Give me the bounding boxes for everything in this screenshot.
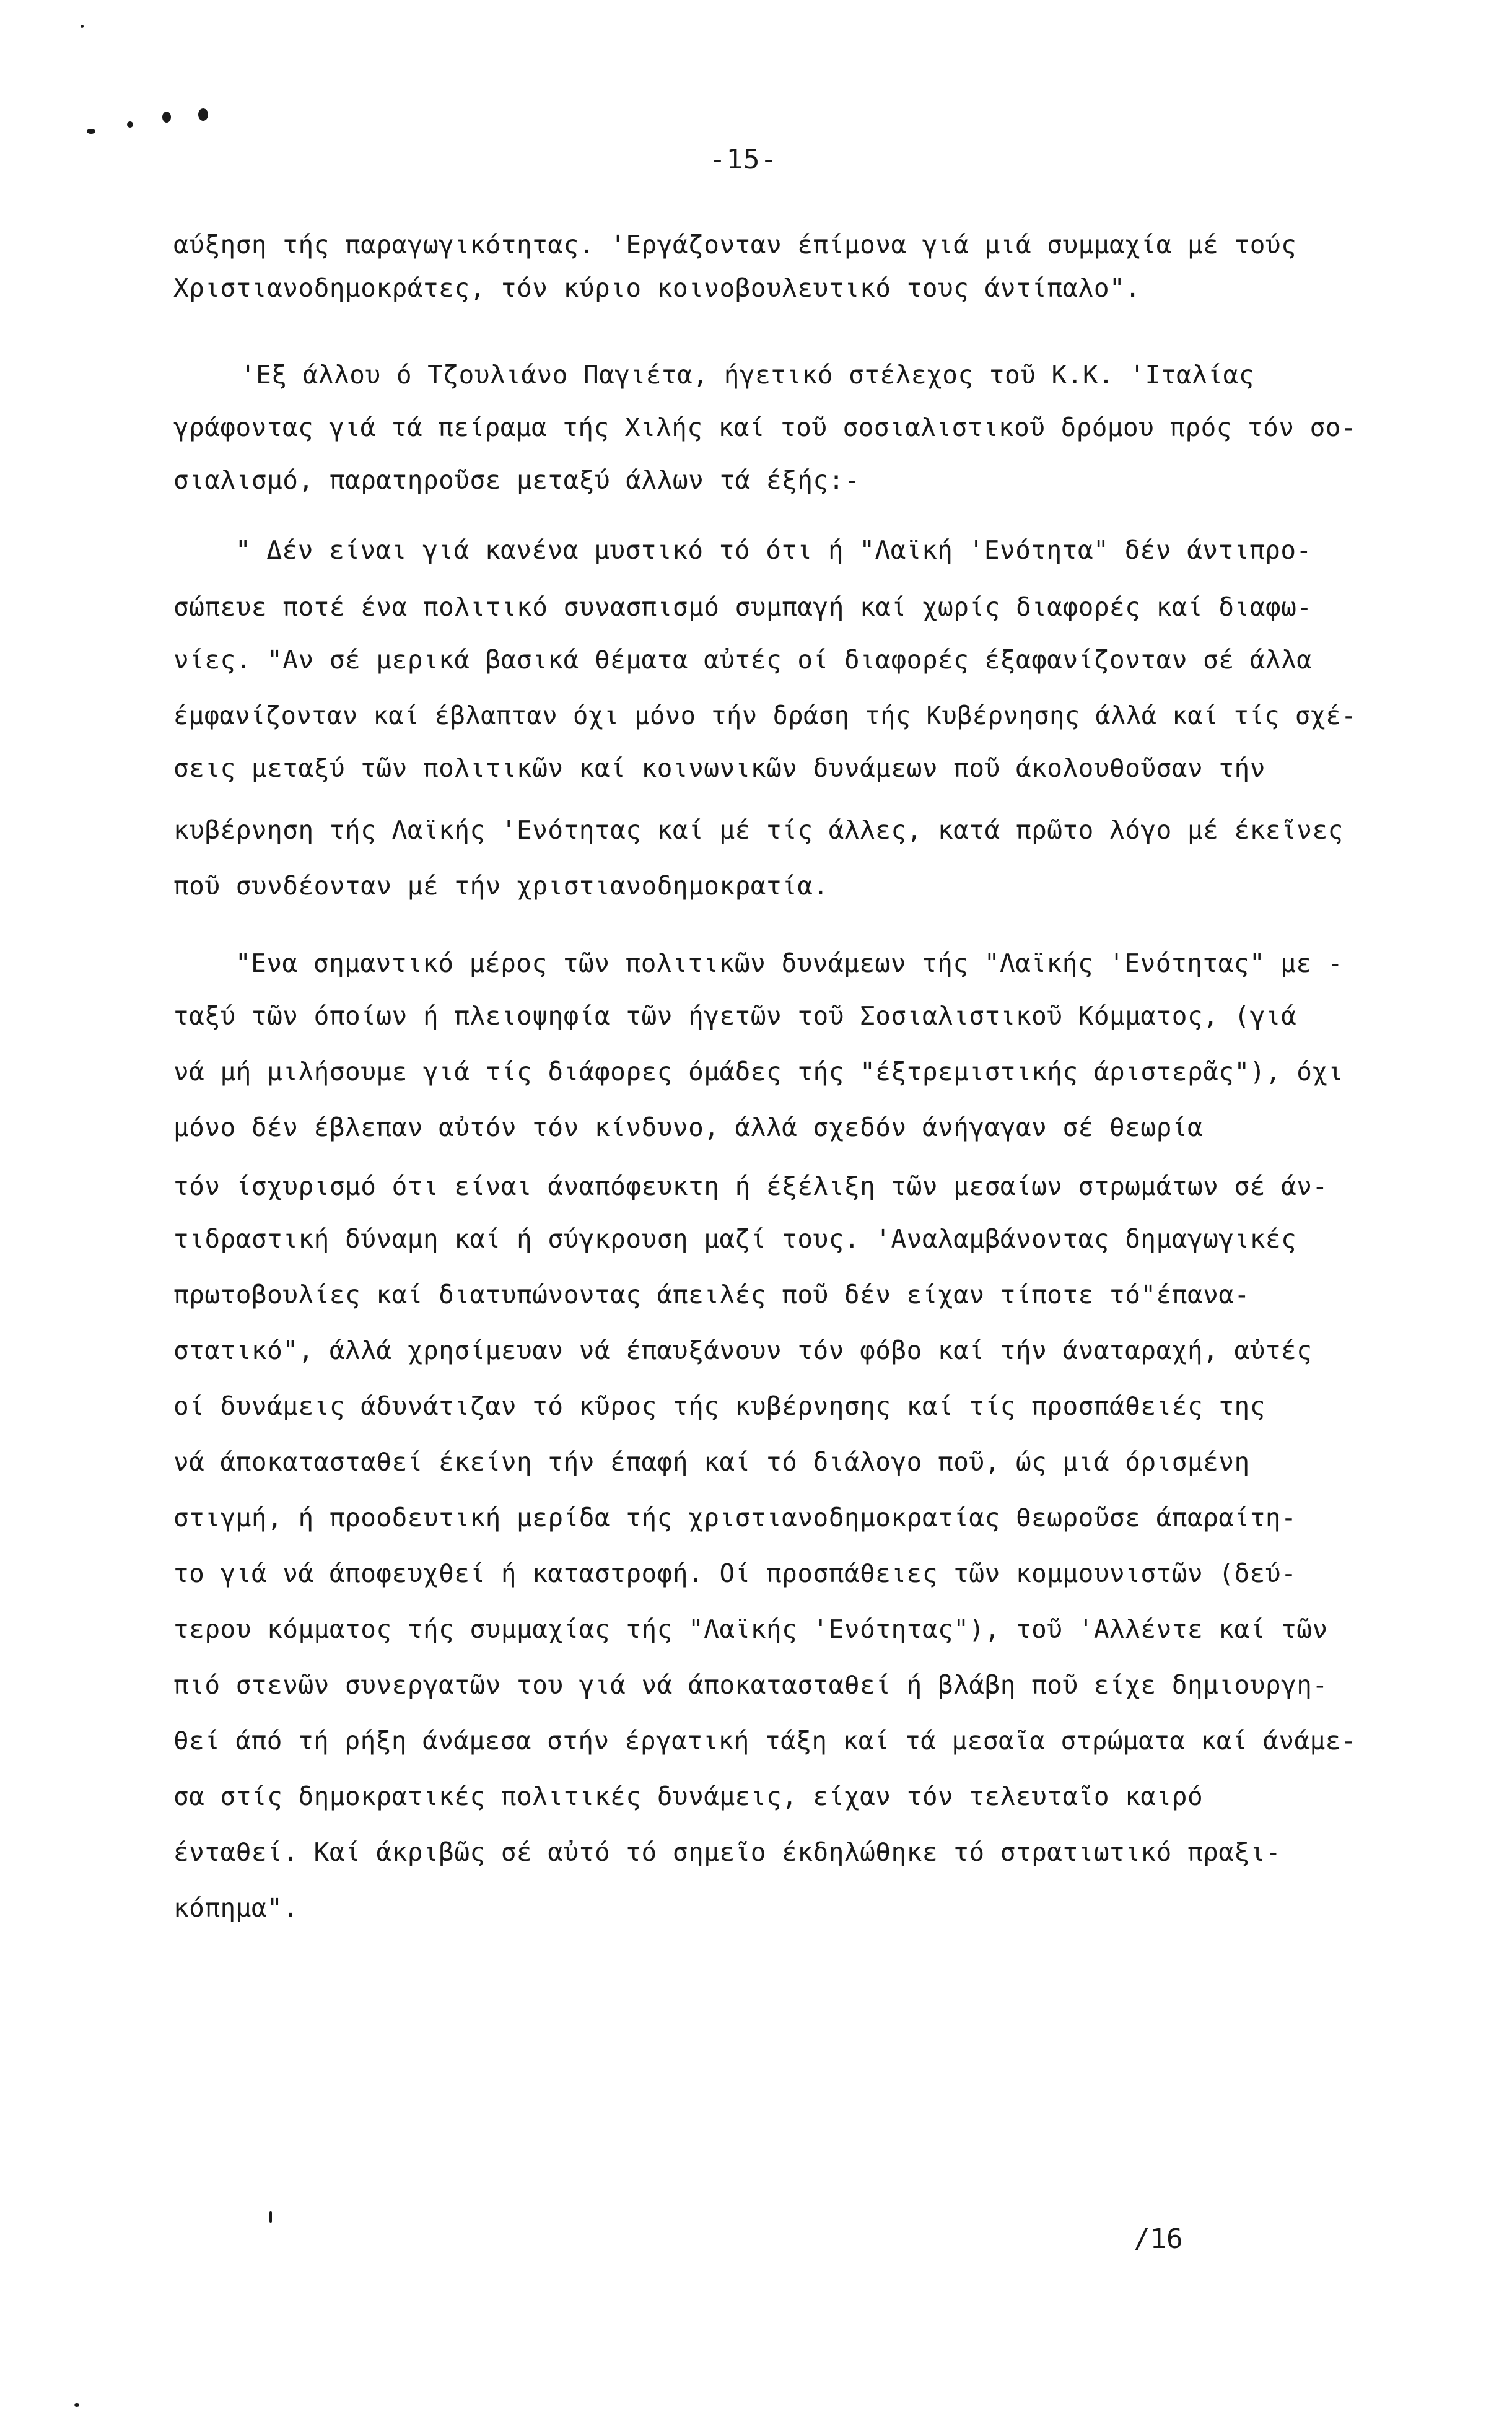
text-line: στιγμή, ή προοδευτική μερίδα τής χριστιανοδημοκρατίας θεωροῦσε άπαραίτη- (173, 1503, 1297, 1533)
text-line: 'Εξ άλλου ό Τζουλιάνο Παγιέτα, ήγετικό στέλεχος τοῦ Κ.Κ. 'Ιταλίας (240, 360, 1254, 390)
text-line: αύξηση τής παραγωγικότητας. 'Εργάζονταν έπίμονα γιά μιά συμμαχία μέ τούς (173, 230, 1297, 260)
page-number: -15- (709, 144, 777, 175)
text-line: κυβέρνηση τής Λαϊκής 'Ενότητας καί μέ τίς άλλες, κατά πρῶτο λόγο μέ έκεῖνες (173, 815, 1344, 845)
next-page-marker: /16 (1134, 2223, 1183, 2255)
scan-speck (74, 2403, 79, 2407)
scan-speck (269, 2211, 272, 2223)
text-line: σα στίς δημοκρατικές πολιτικές δυνάμεις, είχαν τόν τελευταῖο καιρό (173, 1782, 1204, 1811)
text-line: πιό στενῶν συνεργατῶν του γιά νά άποκατασταθεί ή βλάβη ποῦ είχε δημιουργη- (173, 1670, 1328, 1700)
scan-mark (81, 25, 84, 28)
scan-mark (87, 129, 95, 134)
text-line: νά άποκατασταθεί έκείνη τήν έπαφή καί τό διάλογο ποῦ, ώς μιά όρισμένη (173, 1447, 1250, 1477)
text-line: τερου κόμματος τής συμμαχίας τής "Λαϊκής 'Ενότητας"), τοῦ 'Αλλέντε καί τῶν (173, 1614, 1328, 1644)
scan-mark (198, 108, 208, 121)
text-line: έμφανίζονταν καί έβλαπταν όχι μόνο τήν δράση τής Κυβέρνησης άλλά καί τίς σχέ- (173, 701, 1357, 730)
text-line: "Ενα σημαντικό μέρος τῶν πολιτικῶν δυνάμεων τής "Λαϊκής 'Ενότητας" με - (235, 948, 1344, 978)
text-line: Χριστιανοδημοκράτες, τόν κύριο κοινοβουλευτικό τους άντίπαλο". (173, 273, 1141, 303)
scan-mark (127, 121, 133, 128)
text-line: τόν ίσχυρισμό ότι είναι άναπόφευκτη ή έξέλιξη τῶν μεσαίων στρωμάτων σέ άν- (173, 1171, 1328, 1201)
text-line: " Δέν είναι γιά κανένα μυστικό τό ότι ή "Λαϊκή 'Ενότητα" δέν άντιπρο- (235, 535, 1312, 565)
text-line: μόνο δέν έβλεπαν αὐτόν τόν κίνδυνο, άλλά σχεδόν άνήγαγαν σέ θεωρία (173, 1113, 1204, 1142)
text-line: νά μή μιλήσουμε γιά τίς διάφορες όμάδες τής "έξτρεμιστικής άριστερᾶς"), όχι (173, 1057, 1344, 1087)
text-line: σεις μεταξύ τῶν πολιτικῶν καί κοινωνικῶν δυνάμεων ποῦ άκολουθοῦσαν τήν (173, 753, 1265, 783)
text-line: στατικό", άλλά χρησίμευαν νά έπαυξάνουν τόν φόβο καί τήν άναταραχή, αὐτές (173, 1336, 1313, 1365)
text-line: κόπημα". (173, 1893, 299, 1923)
text-line: σώπευε ποτέ ένα πολιτικό συνασπισμό συμπαγή καί χωρίς διαφορές καί διαφω- (173, 592, 1313, 622)
text-line: ποῦ συνδέονταν μέ τήν χριστιανοδημοκρατία. (173, 871, 829, 901)
text-line: τιδραστική δύναμη καί ή σύγκρουση μαζί τους. 'Αναλαμβάνοντας δημαγωγικές (173, 1224, 1297, 1254)
scan-mark (162, 112, 171, 123)
text-line: γράφοντας γιά τά πείραμα τής Χιλής καί τοῦ σοσιαλιστικοῦ δρόμου πρός τόν σο- (173, 413, 1357, 442)
text-line: το γιά νά άποφευχθεί ή καταστροφή. Οί προσπάθειες τῶν κομμουνιστῶν (δεύ- (173, 1559, 1297, 1588)
text-line: ένταθεί. Καί άκριβῶς σέ αὐτό τό σημεῖο έκδηλώθηκε τό στρατιωτικό πραξι- (173, 1837, 1282, 1867)
text-line: θεί άπό τή ρήξη άνάμεσα στήν έργατική τάξη καί τά μεσαῖα στρώματα καί άνάμε- (173, 1726, 1357, 1756)
text-line: νίες. "Αν σέ μερικά βασικά θέματα αὐτές οί διαφορές έξαφανίζονταν σέ άλλα (173, 645, 1313, 675)
text-line: ταξύ τῶν όποίων ή πλειοψηφία τῶν ήγετῶν τοῦ Σοσιαλιστικοῦ Κόμματος, (γιά (173, 1001, 1297, 1031)
text-line: οί δυνάμεις άδυνάτιζαν τό κῦρος τής κυβέρνησης καί τίς προσπάθειές της (173, 1391, 1265, 1421)
text-line: σιαλισμό, παρατηροῦσε μεταξύ άλλων τά έξής:- (173, 465, 860, 495)
text-line: πρωτοβουλίες καί διατυπώνοντας άπειλές ποῦ δέν είχαν τίποτε τό"έπανα- (173, 1280, 1250, 1310)
